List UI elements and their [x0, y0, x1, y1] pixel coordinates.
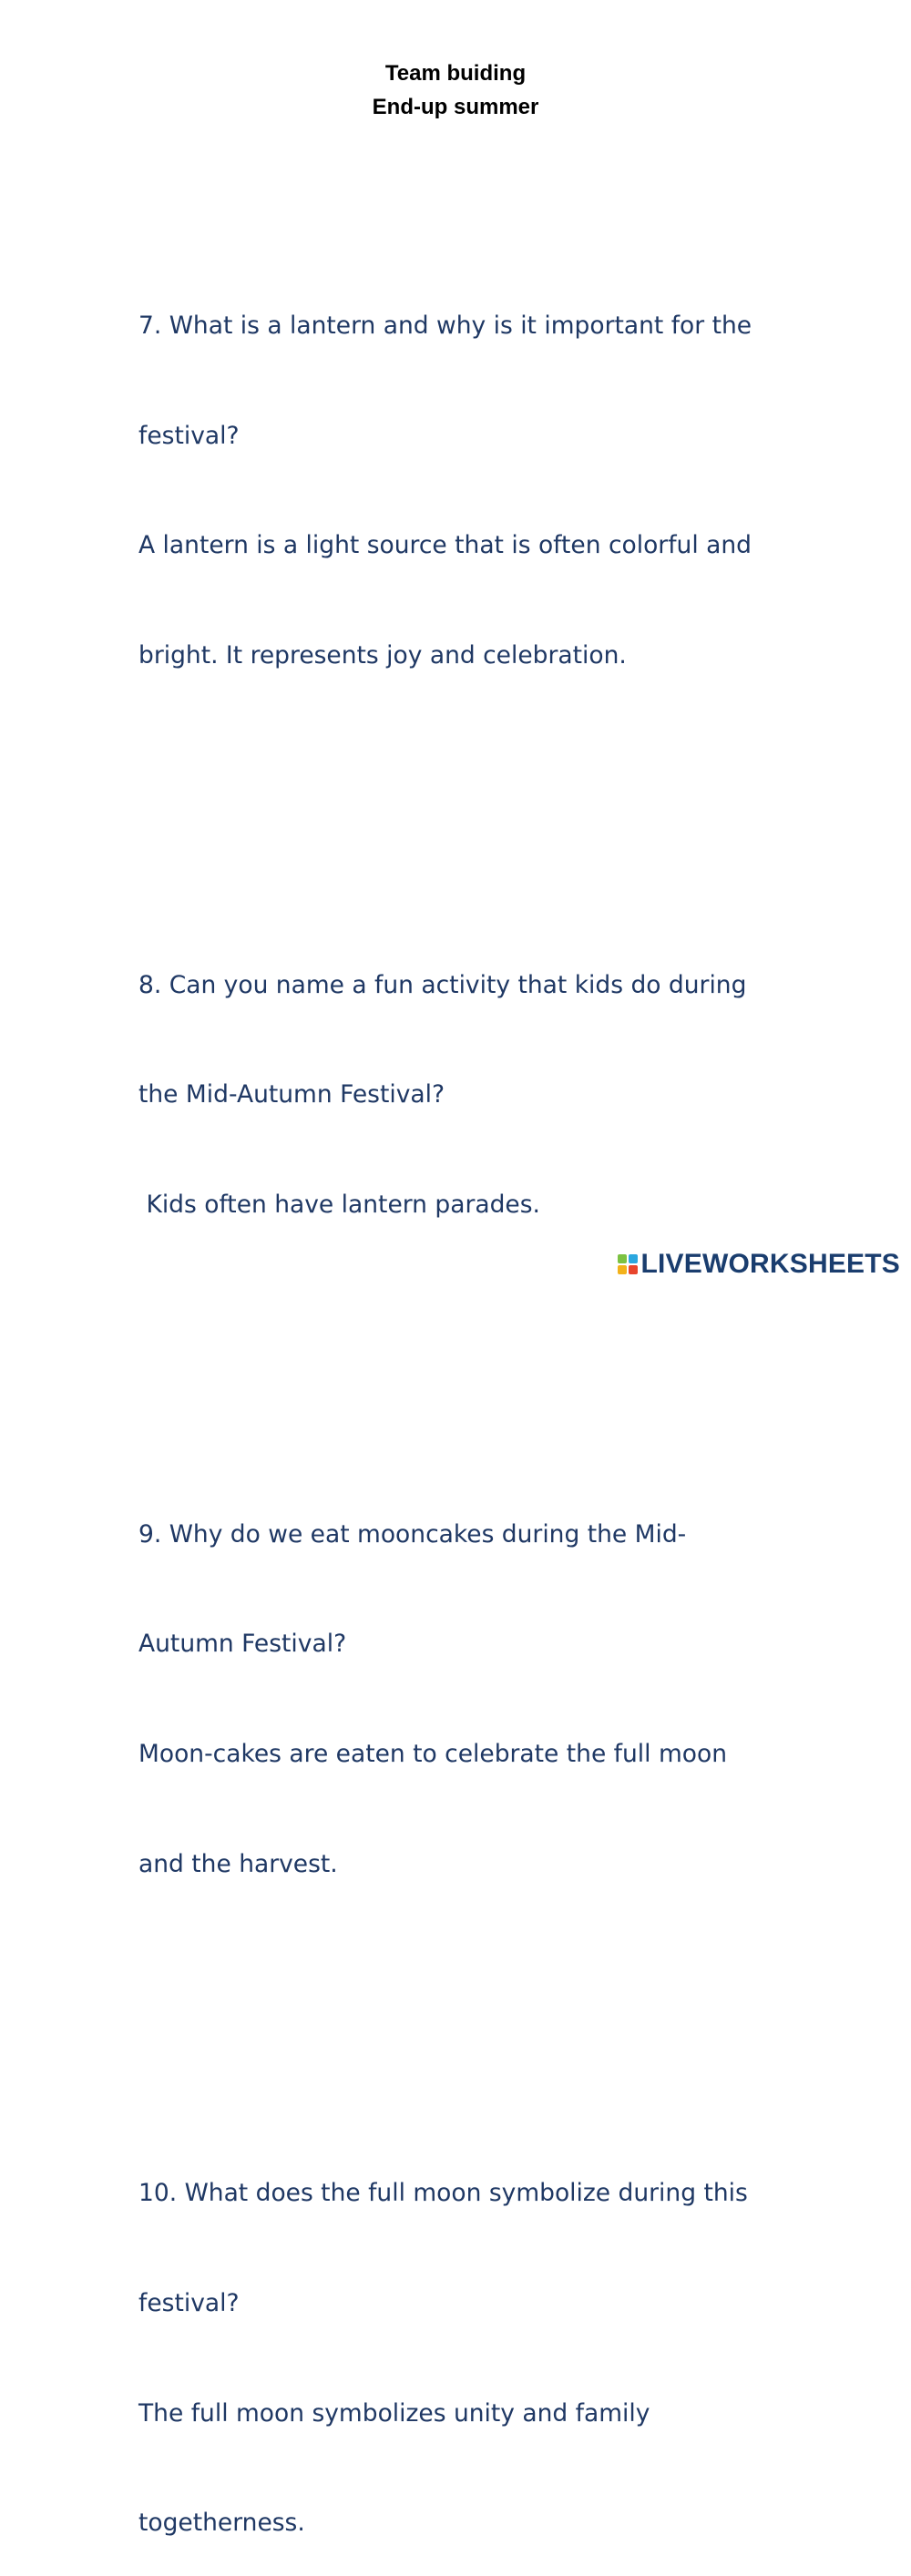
question-line: festival? [138, 2288, 240, 2317]
liveworksheets-logo-icon [618, 1254, 638, 1274]
answer-line: A lantern is a light source that is often colorful and [138, 531, 752, 560]
question-line: the Mid-Autumn Festival? [138, 1080, 445, 1109]
question-line: 7. What is a lantern and why is it important for the [138, 312, 752, 341]
qa-item-7 [138, 235, 776, 748]
answer-line: The full moon symbolizes unity and family [138, 2398, 650, 2428]
question-line: 10. What does the full moon symbolize during this [138, 2179, 748, 2208]
logo-square-yellow [618, 1265, 627, 1274]
answer-line: bright. It represents joy and celebration. [138, 640, 627, 670]
qa-item-9 [138, 1443, 776, 1956]
answer-line: Kids often have lantern parades. [138, 1190, 540, 1219]
question-line: 8. Can you name a fun activity that kids do during [138, 970, 747, 999]
answer-line: togetherness. [138, 2509, 305, 2538]
answer-line: Moon-cakes are eaten to celebrate the full moon [138, 1739, 727, 1768]
logo-square-red [629, 1265, 638, 1274]
question-line: 9. Why do we eat mooncakes during the Mid- [138, 1519, 687, 1549]
page-title: Team buiding [384, 61, 527, 86]
worksheet-header [0, 56, 911, 124]
qa-item-10 [138, 2102, 776, 2576]
liveworksheets-logo[interactable] [618, 1249, 901, 1280]
qa-content [138, 125, 776, 2576]
page-subtitle: End-up summer [372, 95, 539, 119]
logo-square-blue [629, 1254, 638, 1263]
qa-item-8 [138, 894, 776, 1296]
question-line: Autumn Festival? [138, 1630, 347, 1659]
question-line: festival? [138, 421, 240, 450]
logo-text: LIVEWORKSHEETS [640, 1249, 900, 1279]
answer-line: and the harvest. [138, 1849, 338, 1878]
logo-square-green [618, 1254, 627, 1263]
